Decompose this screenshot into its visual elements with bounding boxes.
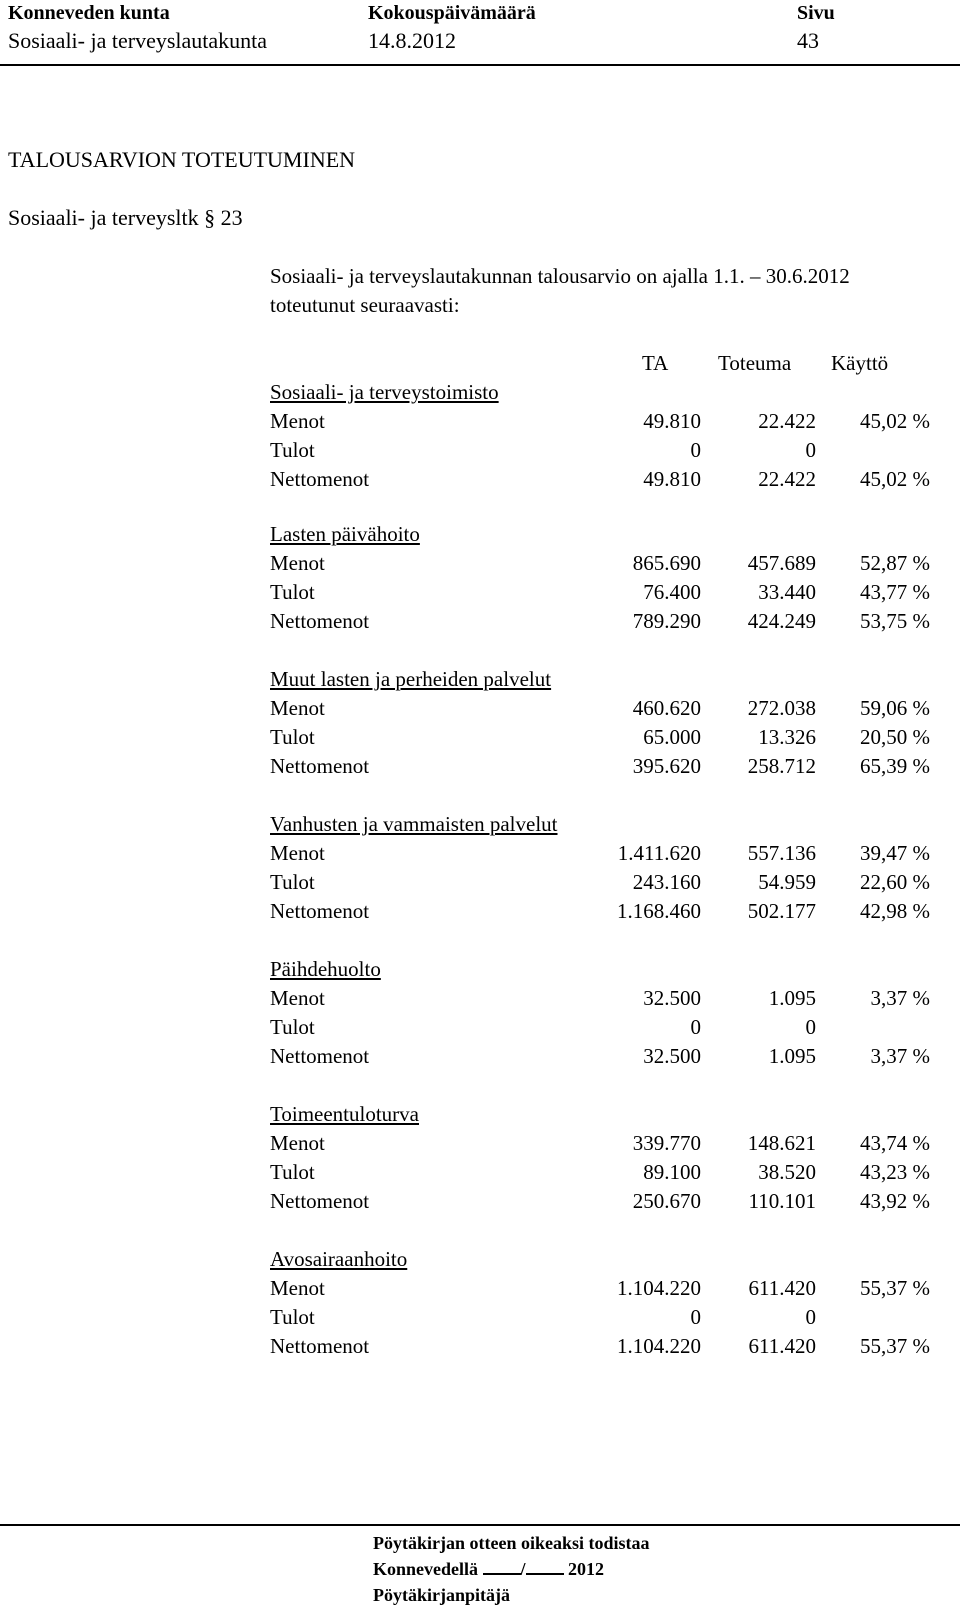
ta-value: 865.690 — [632, 551, 701, 575]
toteuma-value: 611.420 — [748, 1334, 816, 1358]
kaytto-value: 52,87 % — [860, 551, 930, 575]
ta-value: 32.500 — [643, 986, 701, 1010]
kaytto-value: 22,60 % — [860, 870, 930, 894]
header-page-block — [797, 0, 835, 55]
footer-line-1: Pöytäkirjan otteen oikeaksi todistaa — [373, 1533, 650, 1553]
toteuma-value: 502.177 — [747, 899, 816, 923]
kaytto-value: 55,37 % — [860, 1334, 930, 1358]
ta-value: 0 — [690, 438, 701, 462]
section-title: Sosiaali- ja terveysltk § 23 — [8, 205, 243, 230]
column-header-kaytto: Käyttö — [831, 351, 889, 375]
kaytto-value: 59,06 % — [860, 696, 930, 720]
kaytto-value: 43,77 % — [860, 580, 930, 604]
toteuma-value: 1.095 — [768, 1044, 816, 1068]
kaytto-value: 55,37 % — [860, 1276, 930, 1300]
row-label: Tulot — [270, 1015, 315, 1039]
kaytto-value: 3,37 % — [870, 986, 930, 1010]
row-label: Nettomenot — [270, 1189, 370, 1213]
footer-date-separator: / — [520, 1559, 526, 1579]
header-page-label: Sivu — [797, 2, 835, 24]
budget-section — [270, 955, 950, 1071]
ta-value: 0 — [690, 1305, 701, 1329]
row-label: Nettomenot — [270, 899, 370, 923]
table-row — [270, 752, 950, 781]
toteuma-value: 0 — [805, 1015, 816, 1039]
toteuma-value: 1.095 — [768, 986, 816, 1010]
toteuma-value: 22.422 — [758, 409, 816, 433]
table-row — [270, 407, 950, 436]
ta-value: 789.290 — [632, 609, 701, 633]
row-label: Tulot — [270, 1305, 315, 1329]
toteuma-value: 54.959 — [758, 870, 816, 894]
row-label: Tulot — [270, 725, 315, 749]
table-row — [270, 549, 950, 578]
kaytto-value: 43,23 % — [860, 1160, 930, 1184]
row-label: Menot — [270, 841, 325, 865]
budget-section-title: Toimeentuloturva — [270, 1102, 419, 1126]
budget-section — [270, 520, 950, 636]
footer-divider — [0, 1524, 960, 1526]
row-label: Tulot — [270, 580, 315, 604]
budget-section-title: Vanhusten ja vammaisten palvelut — [270, 812, 558, 836]
intro-line-1: Sosiaali- ja terveyslautakunnan talousarvio on ajalla 1.1. – 30.6.2012 — [270, 264, 850, 288]
table-row — [270, 984, 950, 1013]
toteuma-value: 148.621 — [747, 1131, 816, 1155]
footer-month-blank — [526, 1557, 564, 1575]
row-label: Nettomenot — [270, 609, 370, 633]
page-header — [0, 0, 960, 60]
table-row — [270, 897, 950, 926]
row-label: Tulot — [270, 1160, 315, 1184]
footer-line-3: Pöytäkirjanpitäjä — [373, 1585, 510, 1605]
ta-value: 395.620 — [632, 754, 701, 778]
table-row — [270, 607, 950, 636]
header-date: 14.8.2012 — [368, 28, 456, 53]
footer-day-blank — [483, 1557, 521, 1575]
kaytto-value: 43,92 % — [860, 1189, 930, 1213]
footer-line-2 — [373, 1556, 650, 1582]
page-title: TALOUSARVION TOTEUTUMINEN — [8, 147, 356, 172]
table-row — [270, 839, 950, 868]
kaytto-value: 45,02 % — [860, 409, 930, 433]
table-row — [270, 436, 950, 465]
toteuma-value: 258.712 — [747, 754, 816, 778]
table-row — [270, 1129, 950, 1158]
ta-value: 1.104.220 — [617, 1276, 701, 1300]
row-label: Menot — [270, 1276, 325, 1300]
column-header-toteuma: Toteuma — [718, 351, 792, 375]
ta-value: 49.810 — [643, 467, 701, 491]
toteuma-value: 33.440 — [758, 580, 816, 604]
budget-section — [270, 378, 950, 494]
table-row — [270, 1013, 950, 1042]
footer-year: 2012 — [568, 1559, 605, 1579]
ta-value: 243.160 — [632, 870, 701, 894]
row-label: Menot — [270, 409, 325, 433]
header-date-block — [368, 0, 536, 55]
kaytto-value: 20,50 % — [860, 725, 930, 749]
budget-section-title: Avosairaanhoito — [270, 1247, 408, 1271]
table-row — [270, 1042, 950, 1071]
ta-value: 32.500 — [643, 1044, 701, 1068]
kaytto-value: 42,98 % — [860, 899, 930, 923]
header-board: Sosiaali- ja terveyslautakunta — [8, 28, 268, 53]
table-row — [270, 694, 950, 723]
ta-value: 460.620 — [632, 696, 701, 720]
table-row — [270, 1303, 950, 1332]
header-page-number: 43 — [797, 28, 819, 53]
toteuma-value: 0 — [805, 438, 816, 462]
kaytto-value: 3,37 % — [870, 1044, 930, 1068]
table-row — [270, 868, 950, 897]
ta-value: 65.000 — [643, 725, 701, 749]
budget-section-title: Päihdehuolto — [270, 957, 381, 981]
kaytto-value: 45,02 % — [860, 467, 930, 491]
row-label: Menot — [270, 696, 325, 720]
toteuma-value: 0 — [805, 1305, 816, 1329]
row-label: Menot — [270, 1131, 325, 1155]
toteuma-value: 457.689 — [747, 551, 816, 575]
budget-section — [270, 665, 950, 781]
header-org-block — [8, 0, 267, 55]
toteuma-value: 611.420 — [748, 1276, 816, 1300]
table-row — [270, 578, 950, 607]
ta-value: 250.670 — [632, 1189, 701, 1213]
header-date-label: Kokouspäivämäärä — [368, 2, 536, 24]
row-label: Nettomenot — [270, 1044, 370, 1068]
footer-certification — [373, 1530, 650, 1608]
ta-value: 1.411.620 — [617, 841, 701, 865]
budget-section-title: Muut lasten ja perheiden palvelut — [270, 667, 552, 691]
budget-section — [270, 810, 950, 926]
toteuma-value: 13.326 — [758, 725, 816, 749]
kaytto-value: 65,39 % — [860, 754, 930, 778]
ta-value: 89.100 — [643, 1160, 701, 1184]
row-label: Nettomenot — [270, 754, 370, 778]
kaytto-value: 53,75 % — [860, 609, 930, 633]
row-label: Nettomenot — [270, 467, 370, 491]
ta-value: 1.104.220 — [617, 1334, 701, 1358]
toteuma-value: 272.038 — [747, 696, 816, 720]
table-row — [270, 1187, 950, 1216]
row-label: Nettomenot — [270, 1334, 370, 1358]
ta-value: 76.400 — [643, 580, 701, 604]
row-label: Menot — [270, 551, 325, 575]
toteuma-value: 22.422 — [758, 467, 816, 491]
table-row — [270, 723, 950, 752]
kaytto-value: 43,74 % — [860, 1131, 930, 1155]
ta-value: 49.810 — [643, 409, 701, 433]
table-row — [270, 1158, 950, 1187]
table-row — [270, 465, 950, 494]
intro-line-2: toteutunut seuraavasti: — [270, 293, 460, 317]
row-label: Menot — [270, 986, 325, 1010]
intro-text — [270, 262, 950, 320]
column-header-ta: TA — [642, 351, 669, 375]
toteuma-value: 110.101 — [748, 1189, 816, 1213]
header-divider — [0, 64, 960, 66]
toteuma-value: 38.520 — [758, 1160, 816, 1184]
toteuma-value: 557.136 — [747, 841, 816, 865]
table-row — [270, 1332, 950, 1361]
ta-value: 1.168.460 — [617, 899, 701, 923]
header-org: Konneveden kunta — [8, 2, 170, 24]
ta-value: 0 — [690, 1015, 701, 1039]
toteuma-value: 424.249 — [747, 609, 816, 633]
ta-value: 339.770 — [632, 1131, 701, 1155]
budget-section-title: Sosiaali- ja terveystoimisto — [270, 380, 499, 404]
budget-section — [270, 1100, 950, 1216]
footer-place: Konnevedellä — [373, 1559, 479, 1579]
row-label: Tulot — [270, 438, 315, 462]
budget-section — [270, 1245, 950, 1361]
table-row — [270, 1274, 950, 1303]
row-label: Tulot — [270, 870, 315, 894]
kaytto-value: 39,47 % — [860, 841, 930, 865]
budget-section-title: Lasten päivähoito — [270, 522, 420, 546]
